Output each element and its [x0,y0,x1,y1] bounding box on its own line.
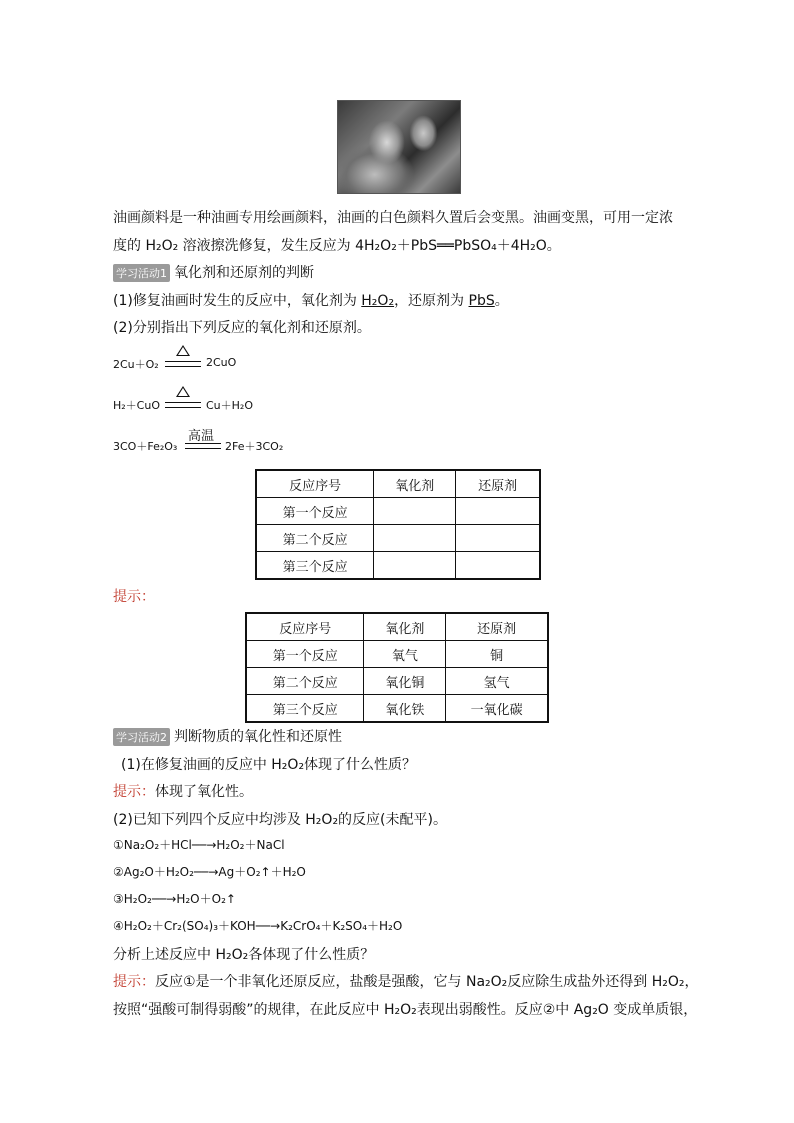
table-cell [374,525,456,552]
reducer-answer: PbS [468,293,495,309]
table-row [256,525,540,552]
table-header-cell: 还原剂 [456,470,540,498]
heat-triangle-icon [176,345,190,356]
table-header-row [246,613,548,641]
equation-1-arrow [165,361,201,367]
equation-2-left: H₂＋CuO [113,399,160,412]
table-cell: 第二个反应 [256,525,374,552]
table-header-cell: 氧化剂 [374,470,456,498]
table-cell [456,552,540,580]
reaction-1: ①Na₂O₂＋HCl──→H₂O₂＋NaCl [113,838,285,852]
heat-triangle-icon [176,386,190,397]
equation-3-right: 2Fe＋3CO₂ [225,440,284,453]
reaction-3: ③H₂O₂──→H₂O＋O₂↑ [113,892,236,906]
intro-paragraph [113,204,683,260]
oxidizer-answer: H₂O₂ [361,293,395,309]
equation-3-arrow [185,443,221,449]
table-cell: 氧化铜 [364,668,446,695]
table-row [256,498,540,525]
equation-1-left: 2Cu＋O₂ [113,358,159,371]
activity1-badge: 学习活动1 [113,264,170,282]
activity2-question-1: (1)在修复油画的反应中 H₂O₂体现了什么性质？ [121,757,417,773]
activity2-answer-3-line-2: 按照“强酸可制得弱酸”的规律，在此反应中 H₂O₂表现出弱酸性。反应②中 Ag₂O 变成单质银， [113,1002,698,1018]
activity1-title: 氧化剂和还原剂的判断 [174,265,314,281]
activity1-question-1: (1)修复油画时发生的反应中，氧化剂为 H₂O₂，还原剂为 PbS。 [113,293,509,309]
activity2-answer-1: 提示：体现了氧化性。 [113,784,253,800]
table-cell [374,552,456,580]
activity2-answer-3-line-1: 提示：反应①是一个非氧化还原反应，盐酸是强酸，它与 Na₂O₂反应除生成盐外还得到 H₂O₂， [113,974,699,990]
activity2-title: 判断物质的氧化性和还原性 [174,729,342,745]
table-cell [374,498,456,525]
table-header-cell: 反应序号 [256,470,374,498]
activity2-heading [113,726,342,746]
activity1-heading [113,262,314,282]
table-cell: 第三个反应 [256,552,374,580]
equation-2-right: Cu＋H₂O [206,399,253,412]
equation-2-arrow [165,402,201,408]
table-cell: 氧化铁 [364,695,446,723]
table-header-cell: 反应序号 [246,613,364,641]
equation-3-left: 3CO＋Fe₂O₃ [113,440,178,453]
activity1-question-2: (2)分别指出下列反应的氧化剂和还原剂。 [113,320,371,336]
intro-line-2: 度的 H₂O₂ 溶液擦洗修复，发生反应为 4H₂O₂＋PbS══PbSO₄＋4H₂O。 [113,238,561,254]
table-cell: 铜 [446,641,548,668]
table-row [246,641,548,668]
table-cell: 氢气 [446,668,548,695]
table-cell: 第一个反应 [256,498,374,525]
table-row [256,552,540,580]
equation-1-right: 2CuO [206,356,237,369]
table-cell: 第三个反应 [246,695,364,723]
activity2-question-2: (2)已知下列四个反应中均涉及 H₂O₂的反应(未配平)。 [113,812,447,828]
activity2-question-3: 分析上述反应中 H₂O₂各体现了什么性质？ [113,947,375,963]
table-cell [456,498,540,525]
table-row [246,695,548,723]
activity2-badge: 学习活动2 [113,728,170,746]
hint-label: 提示： [113,589,155,605]
intro-line-1: 油画颜料是一种油画专用绘画颜料，油画的白色颜料久置后会变黑。油画变黑，可用一定浓 [113,210,673,226]
reaction-table-answers [245,612,549,723]
table-header-cell: 还原剂 [446,613,548,641]
table-cell: 氧气 [364,641,446,668]
table-row [246,668,548,695]
table-cell [456,525,540,552]
reaction-table-blank [255,469,541,580]
reaction-4: ④H₂O₂＋Cr₂(SO₄)₃＋KOH──→K₂CrO₄＋K₂SO₄＋H₂O [113,919,403,933]
equation-3-condition: 高温 [187,429,214,444]
table-header-cell: 氧化剂 [364,613,446,641]
table-cell: 第二个反应 [246,668,364,695]
oil-painting-image [337,100,461,194]
table-cell: 第一个反应 [246,641,364,668]
reaction-2: ②Ag₂O＋H₂O₂──→Ag＋O₂↑＋H₂O [113,865,306,879]
table-header-row [256,470,540,498]
table-cell: 一氧化碳 [446,695,548,723]
